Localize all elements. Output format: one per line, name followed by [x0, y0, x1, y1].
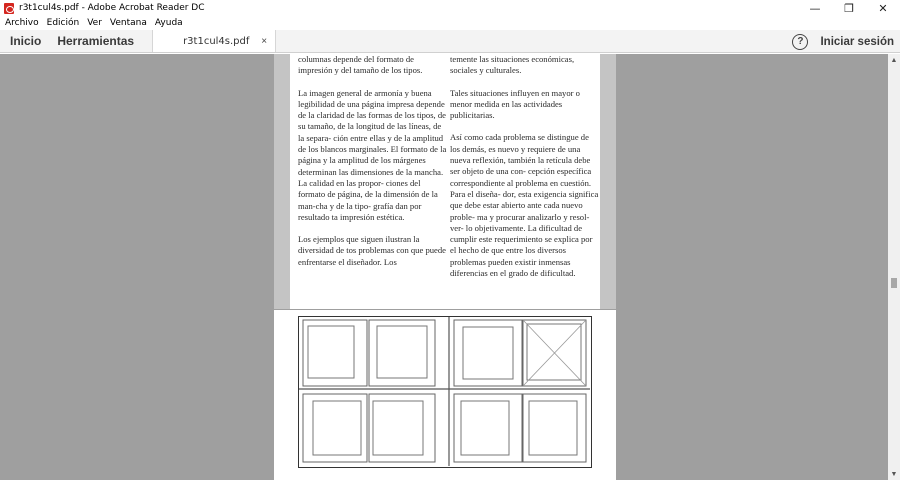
menu-ayuda[interactable]: Ayuda	[154, 18, 183, 28]
text-column-left	[298, 54, 448, 279]
close-tab-icon[interactable]: ×	[261, 35, 268, 47]
paragraph: Tales situaciones influyen en mayor o menor medida en las actividades publicitarias.	[450, 87, 580, 121]
scroll-down-icon[interactable]: ▼	[890, 470, 898, 478]
minimize-button[interactable]: —	[809, 1, 821, 15]
acrobat-pdf-icon	[4, 3, 14, 14]
window-controls	[798, 0, 900, 16]
help-icon[interactable]: ?	[792, 34, 808, 50]
text-column-right	[450, 54, 600, 290]
title-bar	[0, 0, 900, 16]
signin-button[interactable]: Iniciar sesión	[820, 35, 894, 48]
menu-bar	[0, 16, 900, 30]
tab-document[interactable]	[152, 30, 276, 52]
scroll-thumb[interactable]	[891, 278, 897, 288]
paragraph: columnas depende del formato de impresión y del tamaño de los tipos.	[298, 54, 423, 76]
scroll-up-icon[interactable]: ▲	[890, 56, 898, 64]
restore-button[interactable]: ❐	[844, 1, 854, 15]
menu-ver[interactable]: Ver	[87, 18, 102, 28]
paragraph: Los ejemplos que siguen ilustran la diversidad de tos problemas con que puede enfrentarse el diseñador. Los	[298, 234, 446, 267]
tab-bar	[0, 30, 900, 53]
paragraph: La imagen general de armonía y buena legibilidad de una página impresa depende de la claridad de las formas de los tipos, de su tamaño, de la longitud de las líneas, de la separa- ción entre ellas y de la amplitud de los blancos marginales. El formato de la página y la amplitud de los márgenes determinan las dimensiones de la mancha. La calidad en las propor- ciones del formato de página, de la dimensión de la man-cha y de la tipo- grafía dan por resultado ta impresión estética.	[298, 87, 447, 222]
page-lower	[274, 310, 616, 480]
paragraph: temente las situaciones económicas, sociales y culturales.	[450, 54, 575, 76]
window-title: r3t1cul4s.pdf - Adobe Acrobat Reader DC	[19, 3, 205, 13]
toolbar-right	[792, 30, 894, 53]
menu-ventana[interactable]: Ventana	[109, 18, 147, 28]
menu-edicion[interactable]: Edición	[46, 18, 80, 28]
tab-inicio[interactable]: Inicio	[10, 34, 42, 48]
page-text-area	[290, 54, 600, 309]
document-tab-label: r3t1cul4s.pdf	[183, 35, 250, 47]
tab-herramientas[interactable]: Herramientas	[57, 34, 135, 48]
grid-layout-figure	[298, 316, 592, 468]
menu-archivo[interactable]: Archivo	[5, 18, 39, 28]
page-upper	[274, 54, 616, 309]
grid-diagram	[299, 317, 590, 466]
paragraph: Así como cada problema se distingue de los demás, es nuevo y requiere de una nueva reflexión, también la retícula debe ser objeto de una con- cepción específica correspondiente al problema en cuestión. Para el diseña- dor, esta exigencia significa que debe estar abierto ante cada nuevo proble- ma y procurar analizarlo y resol-ver- lo objetivamente. La dificultad de cumplir este requerimiento se explica por el hecho de que entre los diversos problemas pueden existir inmensas diferencias en el grado de dificultad.	[450, 132, 599, 279]
document-viewport[interactable]	[0, 54, 888, 480]
vertical-scrollbar[interactable]	[888, 54, 900, 480]
close-window-button[interactable]: ✕	[878, 1, 888, 15]
